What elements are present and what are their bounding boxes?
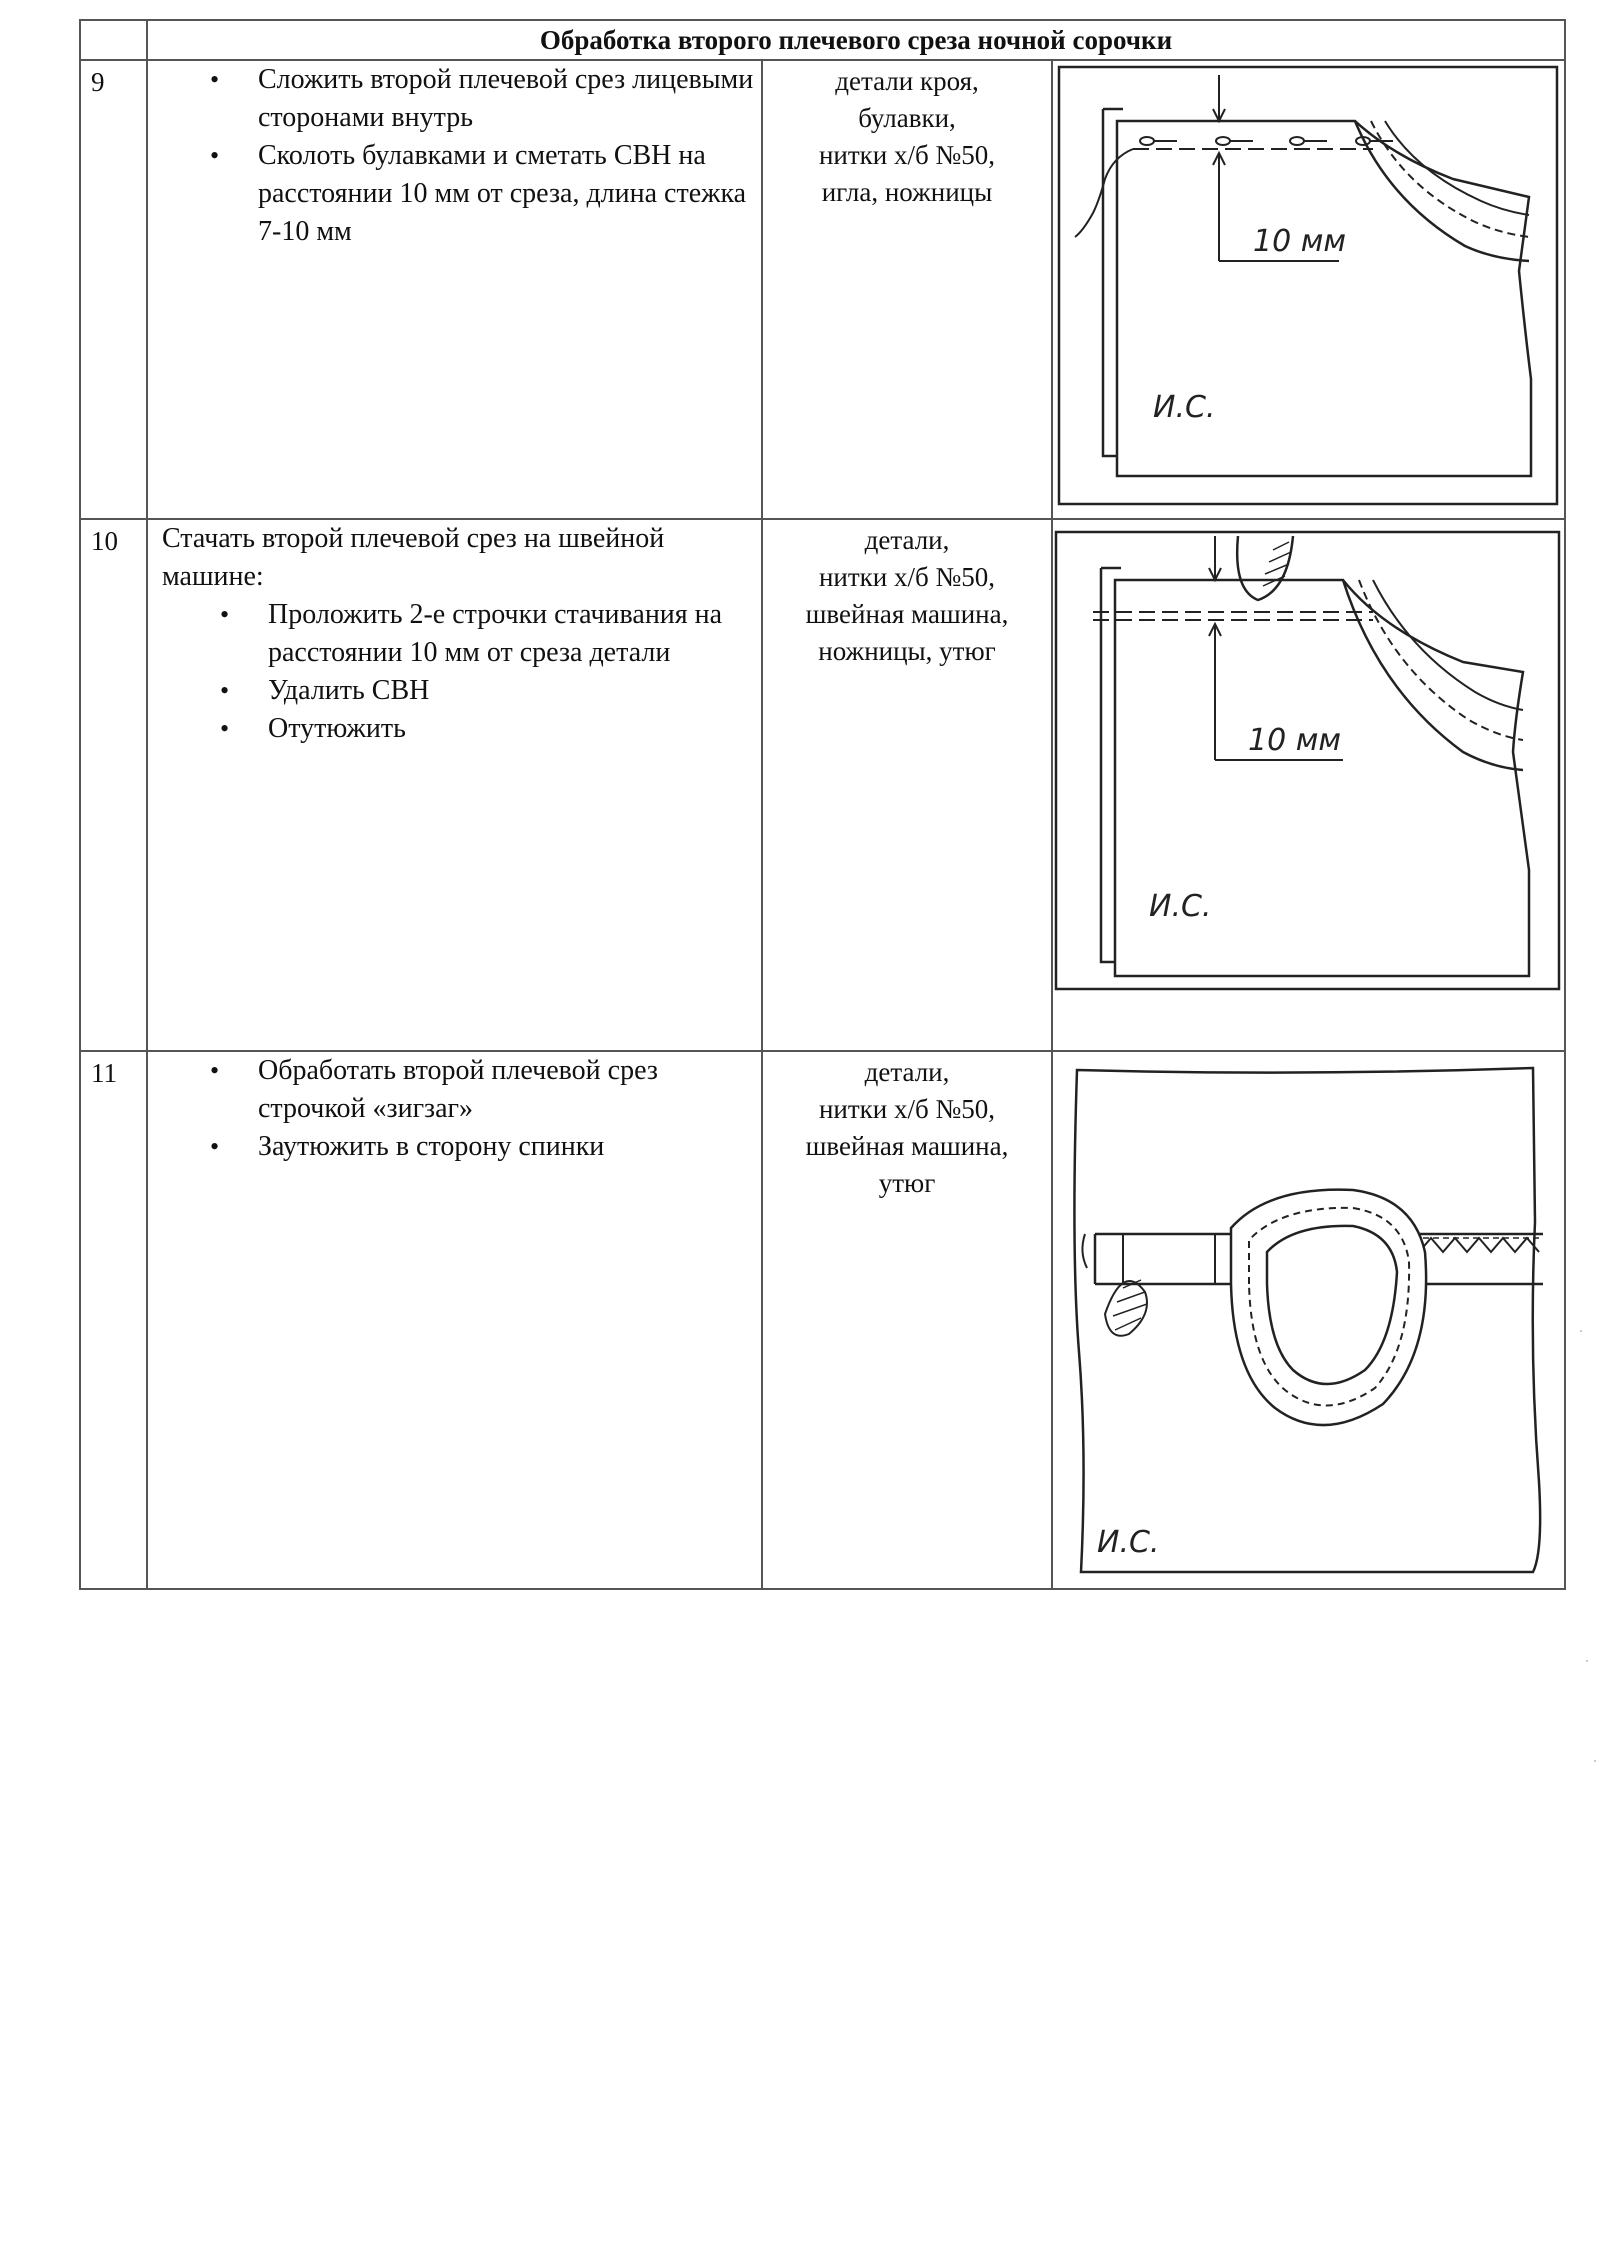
step-item: • Сложить второй плечевой срез лицевыми сторонами внутрь bbox=[258, 61, 761, 137]
step-list bbox=[148, 1052, 761, 1166]
zigzag-diagram bbox=[1053, 1052, 1564, 1580]
scan-speck bbox=[1594, 1760, 1596, 1762]
signature-label: И.С. bbox=[1149, 889, 1212, 924]
step-number: 9 bbox=[80, 60, 147, 519]
materials-cell: детали кроя, булавки, нитки х/б №50, игла, ножницы bbox=[762, 60, 1052, 519]
figure-cell bbox=[1052, 1051, 1565, 1589]
basting-diagram bbox=[1053, 61, 1564, 510]
signature-label: И.С. bbox=[1097, 1525, 1160, 1560]
step-item: • Сколоть булавками и сметать СВН на расстоянии 10 мм от среза, длина стежка 7-10 мм bbox=[258, 137, 761, 251]
table-row bbox=[80, 1051, 1565, 1589]
step-list bbox=[148, 61, 761, 251]
table-row bbox=[80, 60, 1565, 519]
step-item: • Отутюжить bbox=[268, 710, 761, 748]
step-number: 11 bbox=[80, 1051, 147, 1589]
step-list bbox=[148, 596, 761, 748]
scan-speck bbox=[1580, 1330, 1582, 1332]
scan-speck bbox=[1586, 1660, 1588, 1662]
figure-cell bbox=[1052, 60, 1565, 519]
step-item: • Удалить СВН bbox=[268, 672, 761, 710]
dimension-label: 10 мм bbox=[1248, 723, 1341, 758]
operation-cell bbox=[147, 1051, 762, 1589]
operation-cell bbox=[147, 519, 762, 1051]
operation-cell bbox=[147, 60, 762, 519]
dimension-label: 10 мм bbox=[1253, 224, 1346, 259]
process-table bbox=[79, 19, 1566, 1590]
materials-cell: детали, нитки х/б №50, швейная машина, утюг bbox=[762, 1051, 1052, 1589]
step-item: • Заутюжить в сторону спинки bbox=[258, 1128, 761, 1166]
step-intro: Стачать второй плечевой срез на швейной машине: bbox=[162, 523, 665, 592]
figure-cell bbox=[1052, 519, 1565, 1051]
signature-label: И.С. bbox=[1153, 390, 1216, 425]
step-number: 10 bbox=[80, 519, 147, 1051]
materials-cell: детали, нитки х/б №50, швейная машина, ножницы, утюг bbox=[762, 519, 1052, 1051]
table-header-row bbox=[80, 20, 1565, 60]
stitching-diagram bbox=[1053, 520, 1564, 1042]
step-item: • Обработать второй плечевой срез строчкой «зигзаг» bbox=[258, 1052, 761, 1128]
table-row bbox=[80, 519, 1565, 1051]
step-item: • Проложить 2-е строчки стачивания на расстоянии 10 мм от среза детали bbox=[268, 596, 761, 672]
table-title: Обработка второго плечевого среза ночной сорочки bbox=[147, 20, 1565, 60]
